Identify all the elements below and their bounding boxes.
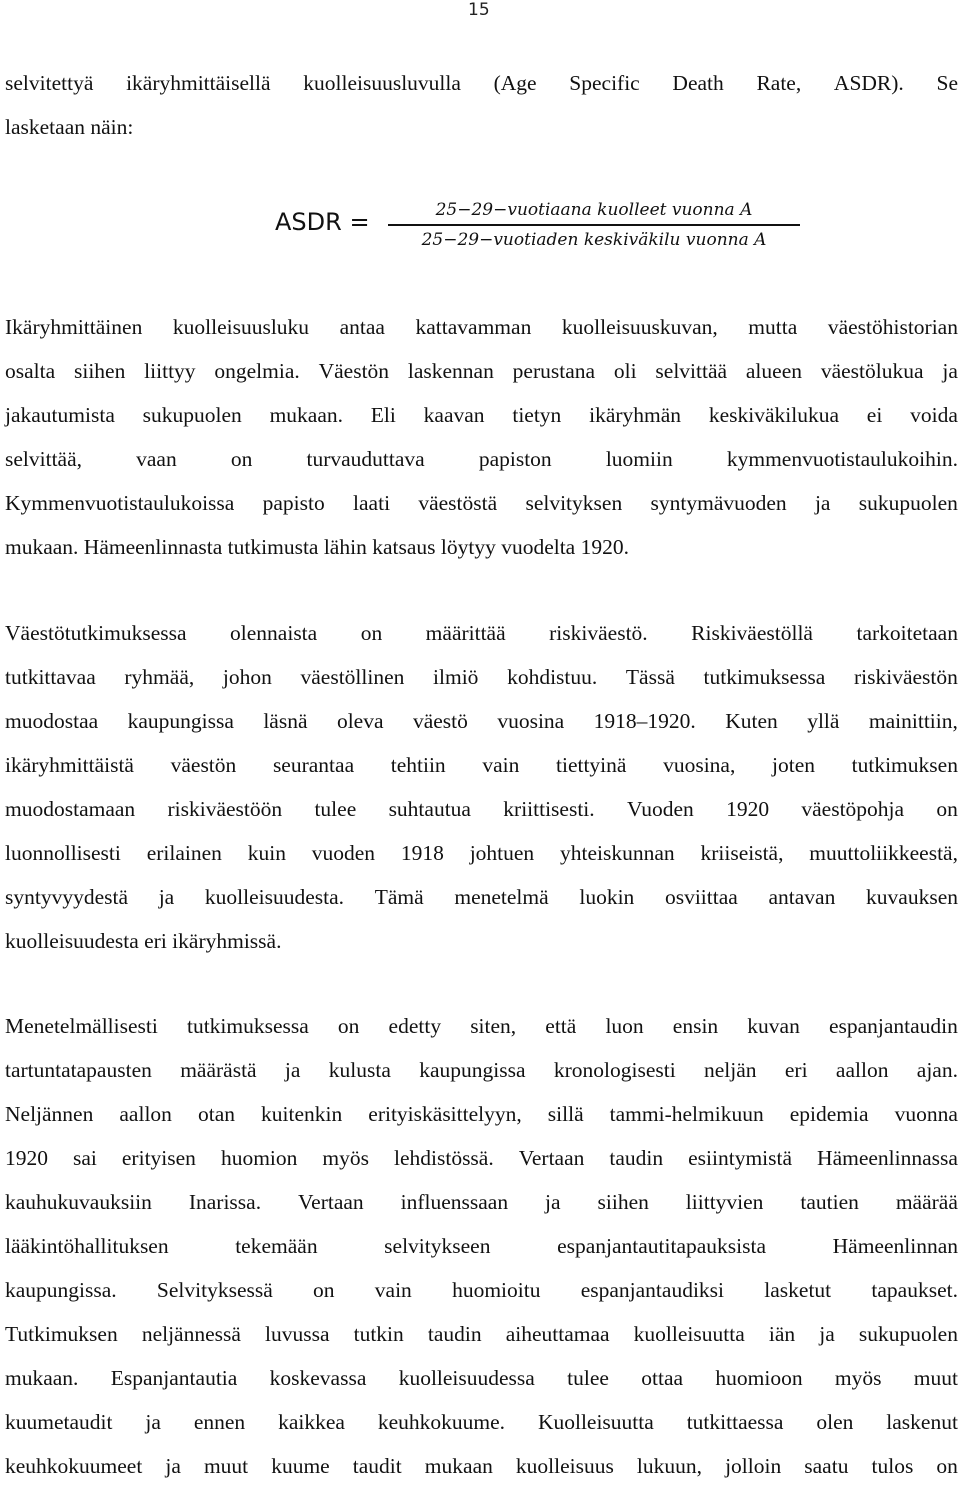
text-line: selvittää, vaan on turvauduttava papiston luomiin kymmenvuotistaulukoihin. <box>5 447 958 471</box>
text-line: Neljännen aallon otan kuitenkin erityiskäsittelyyn, sillä tammi-helmikuun epidemia vuonna <box>5 1102 958 1126</box>
text-line: selvitettyä ikäryhmittäisellä kuolleisuusluvulla (Age Specific Death Rate, ASDR). Se <box>5 71 958 95</box>
formula-lhs: ASDR = <box>275 208 370 236</box>
text-line: keuhkokuumeet ja muut kuume taudit mukaan kuolleisuus lukuun, jolloin saatu tulos on <box>5 1454 958 1478</box>
paragraph-3 <box>5 1004 958 1488</box>
text-line: kaupungissa. Selvityksessä on vain huomioitu espanjantaudiksi lasketut tapaukset. <box>5 1278 958 1302</box>
text-line: 1920 sai erityisen huomion myös lehdistössä. Vertaan taudin esiintymistä Hämeenlinnassa <box>5 1146 958 1170</box>
text-line: Tutkimuksen neljännessä luvussa tutkin taudin aiheuttamaa kuolleisuutta iän ja sukupuolen <box>5 1322 958 1346</box>
text-line: Menetelmällisesti tutkimuksessa on edetty siten, että luon ensin kuvan espanjantaudin <box>5 1014 958 1038</box>
intro-paragraph <box>5 61 958 149</box>
text-line: kauhukuvauksiin Inarissa. Vertaan influenssaan ja siihen liittyvien tautien määrää <box>5 1190 958 1214</box>
text-line: ikäryhmittäistä väestön seurantaa tehtiin vain tiettyinä vuosina, joten tutkimuksen <box>5 753 958 777</box>
text-line: tartuntatapausten määrästä ja kulusta kaupungissa kronologisesti neljän eri aallon ajan. <box>5 1058 958 1082</box>
text-line: mukaan. Espanjantautia koskevassa kuolleisuudessa tulee ottaa huomioon myös muut <box>5 1366 958 1390</box>
page-number: 15 <box>468 0 490 20</box>
text-line: Väestötutkimuksessa olennaista on määrittää riskiväestö. Riskiväestöllä tarkoitetaan <box>5 621 958 645</box>
paragraph-1 <box>5 305 958 569</box>
text-line: muodostaa kaupungissa läsnä oleva väestö vuosina 1918–1920. Kuten yllä mainittiin, <box>5 709 958 733</box>
text-line: jakautumista sukupuolen mukaan. Eli kaavan tietyn ikäryhmän keskiväkilukua ei voida <box>5 403 958 427</box>
formula-numerator: 25−29−vuotiaana kuolleet vuonna A <box>388 200 800 226</box>
text-line: Ikäryhmittäinen kuolleisuusluku antaa kattavamman kuolleisuuskuvan, mutta väestöhistorian <box>5 315 958 339</box>
text-line: syntyvyydestä ja kuolleisuudesta. Tämä menetelmä luokin osviittaa antavan kuvauksen <box>5 885 958 909</box>
text-line: lasketaan näin: <box>5 115 134 139</box>
text-line: Kymmenvuotistaulukoissa papisto laati väestöstä selvityksen syntymävuoden ja sukupuolen <box>5 491 958 515</box>
text-line: muodostamaan riskiväestöön tulee suhtautua kriittisesti. Vuoden 1920 väestöpohja on <box>5 797 958 821</box>
text-line: lääkintöhallituksen tekemään selvitykseen espanjantautitapauksista Hämeenlinnan <box>5 1234 958 1258</box>
text-line: luonnollisesti erilainen kuin vuoden 1918 johtuen yhteiskunnan kriiseistä, muuttoliikkeestä, <box>5 841 958 865</box>
text-line: kuumetaudit ja ennen kaikkea keuhkokuume. Kuolleisuutta tutkittaessa olen laskenut <box>5 1410 958 1434</box>
paragraph-2 <box>5 611 958 963</box>
text-line: mukaan. Hämeenlinnasta tutkimusta lähin katsaus löytyy vuodelta 1920. <box>5 535 629 559</box>
formula-denominator: 25−29−vuotiaden keskiväkilu vuonna A <box>421 230 767 250</box>
formula-fraction <box>388 200 800 250</box>
text-line: kuolleisuudesta eri ikäryhmissä. <box>5 929 282 953</box>
text-line: tutkittavaa ryhmää, johon väestöllinen ilmiö kohdistuu. Tässä tutkimuksessa riskiväestön <box>5 665 958 689</box>
text-line: osalta siihen liittyy ongelmia. Väestön laskennan perustana oli selvittää alueen väestölukua ja <box>5 359 958 383</box>
